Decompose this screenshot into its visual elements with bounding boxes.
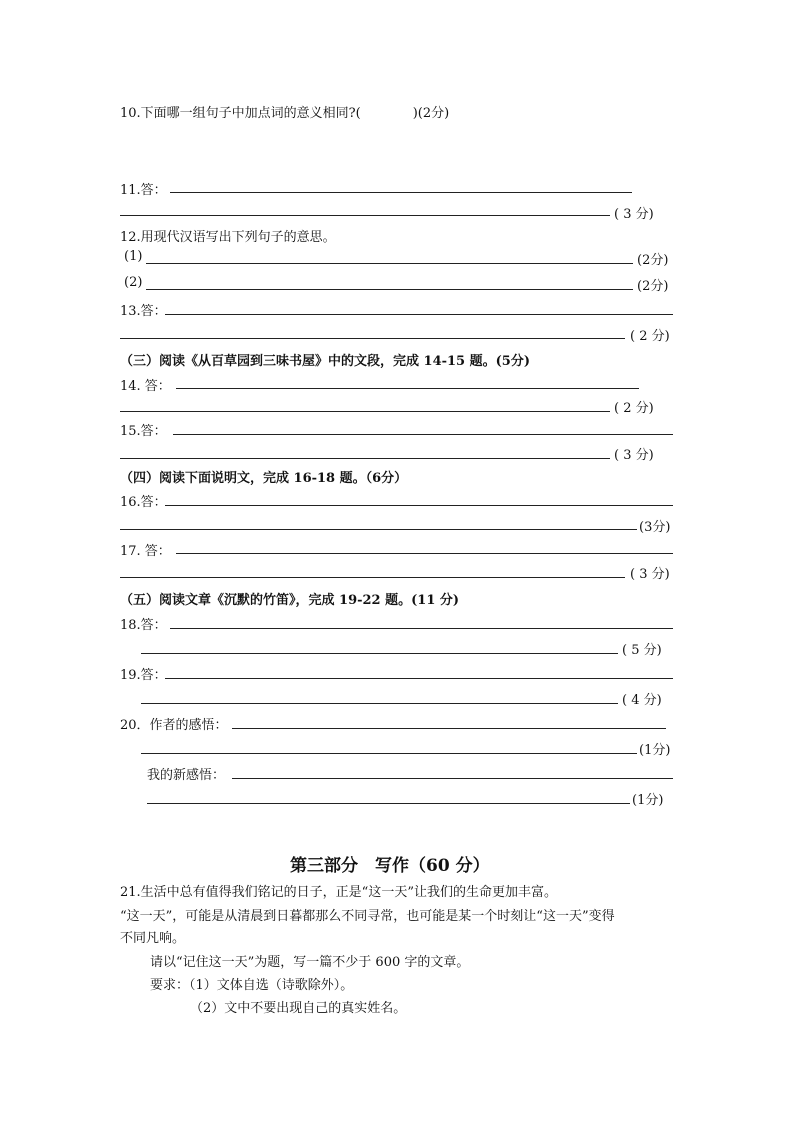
q19-score: ( 4 分) bbox=[622, 693, 662, 708]
q20-answer-line-1[interactable] bbox=[232, 728, 666, 729]
q15-answer-line-2[interactable] bbox=[120, 458, 610, 459]
section-5-heading: （五）阅读文章《沉默的竹笛》，完成 19-22 题。(11 分) bbox=[120, 593, 460, 608]
q15-label: 15.答： bbox=[120, 424, 167, 439]
q17-label: 17. 答： bbox=[120, 544, 171, 559]
q11-answer-line-1[interactable] bbox=[170, 192, 632, 193]
q17-answer-line-1[interactable] bbox=[176, 553, 673, 554]
q13-answer-line-2[interactable] bbox=[120, 338, 625, 339]
q19-answer-line-2[interactable] bbox=[141, 703, 618, 704]
q12-title: 12.用现代汉语写出下列句子的意思。 bbox=[120, 230, 336, 245]
q13-answer-line-1[interactable] bbox=[165, 314, 673, 315]
q20-label: 20．作者的感悟： bbox=[120, 718, 228, 733]
q18-answer-line-2[interactable] bbox=[141, 653, 618, 654]
q12-item2: (2) bbox=[124, 275, 143, 290]
q21-prompt: 请以“记住这一天”为题，写一篇不少于 600 字的文章。 bbox=[150, 955, 470, 970]
q13-label: 13.答： bbox=[120, 304, 167, 319]
q21-line1: 21.生活中总有值得我们铭记的日子，正是“这一天”让我们的生命更加丰富。 bbox=[120, 885, 557, 900]
q18-answer-line-1[interactable] bbox=[170, 628, 673, 629]
q18-label: 18.答： bbox=[120, 618, 167, 633]
part3-title: 第三部分 写作（60 分） bbox=[290, 856, 490, 876]
q20-label2: 我的新感悟： bbox=[147, 768, 226, 783]
q16-answer-line-2[interactable] bbox=[120, 529, 637, 530]
q20-score1: (1分) bbox=[639, 743, 671, 758]
q21-requirement-1: 要求：（1）文体自选（诗歌除外）。 bbox=[150, 978, 354, 993]
q12-score2: (2分) bbox=[637, 279, 669, 294]
q20-answer-line-2[interactable] bbox=[141, 753, 637, 754]
q13-score: ( 2 分) bbox=[630, 329, 670, 344]
q16-answer-line-1[interactable] bbox=[165, 505, 673, 506]
q12-answer-line-2[interactable] bbox=[146, 289, 633, 290]
q17-answer-line-2[interactable] bbox=[120, 577, 625, 578]
q21-requirement-2: （2）文中不要出现自己的真实姓名。 bbox=[190, 1001, 407, 1016]
q14-score: ( 2 分) bbox=[614, 401, 654, 416]
q20-answer-line-3[interactable] bbox=[232, 778, 673, 779]
q10-text: 10.下面哪一组句子中加点词的意义相同?( )(2分) bbox=[120, 106, 450, 121]
q17-score: ( 3 分) bbox=[630, 567, 670, 582]
q11-answer-line-2[interactable] bbox=[120, 215, 610, 216]
section-4-heading: （四）阅读下面说明文，完成 16-18 题。（6分） bbox=[120, 471, 408, 486]
q14-answer-line-1[interactable] bbox=[176, 388, 639, 389]
q19-answer-line-1[interactable] bbox=[165, 678, 673, 679]
q12-answer-line-1[interactable] bbox=[146, 263, 633, 264]
q12-score1: (2分) bbox=[637, 253, 669, 268]
q14-answer-line-2[interactable] bbox=[120, 411, 610, 412]
q18-score: ( 5 分) bbox=[622, 643, 662, 658]
q19-label: 19.答： bbox=[120, 668, 167, 683]
q20-answer-line-4[interactable] bbox=[147, 803, 630, 804]
section-3-heading: （三）阅读《从百草园到三味书屋》中的文段，完成 14-15 题。(5分) bbox=[120, 354, 530, 369]
q15-answer-line-1[interactable] bbox=[173, 434, 673, 435]
q11-score: ( 3 分) bbox=[614, 207, 654, 222]
q20-score2: (1分) bbox=[632, 793, 664, 808]
q21-line2: “这一天”，可能是从清晨到日暮都那么不同寻常，也可能是某一个时刻让“这一天”变得 bbox=[120, 909, 615, 924]
q14-label: 14. 答： bbox=[120, 379, 171, 394]
q15-score: ( 3 分) bbox=[614, 448, 654, 463]
q12-item1: (1) bbox=[124, 249, 143, 264]
q16-score: (3分) bbox=[639, 520, 671, 535]
q16-label: 16.答： bbox=[120, 495, 167, 510]
q11-label: 11.答： bbox=[120, 183, 167, 198]
q21-line3: 不同凡响。 bbox=[120, 931, 186, 946]
